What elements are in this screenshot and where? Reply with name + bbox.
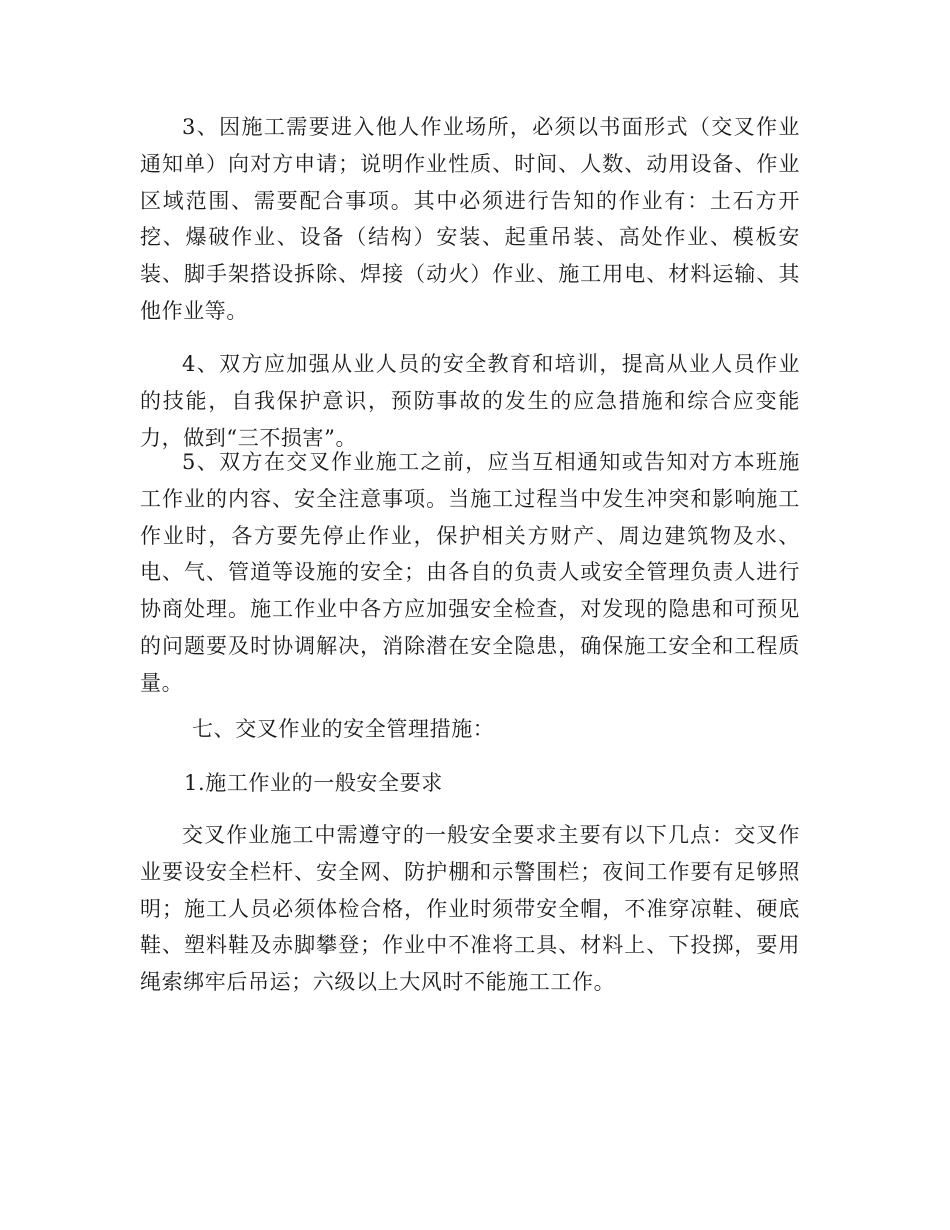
- paragraph-safety-training: 4、双方应加强从业人员的安全教育和培训，提高从业人员作业的技能，自我保护意识，预防事故的发生的应急措施和综合应变能力，做到“三不损害”。: [140, 352, 800, 450]
- paragraph-mutual-notification: 5、双方在交叉作业施工之前，应当互相通知或告知对方本班施工作业的内容、安全注意事项。当施工过程当中发生冲突和影响施工作业时，各方要先停止作业，保护相关方财产、周边建筑物及水、电、气、管道等设施的安全；由各自的负责人或安全管理负责人进行协商处理。施工作业中各方应加强安全检查，对发现的隐患和可预见的问题要及时协调解决，消除潜在安全隐患，确保施工安全和工程质量。: [140, 450, 800, 695]
- paragraph-general-safety-requirements: 交叉作业施工中需遵守的一般安全要求主要有以下几点：交叉作业要设安全栏杆、安全网、防护棚和示警围栏；夜间工作要有足够照明；施工人员必须体检合格，作业时须带安全帽，不准穿凉鞋、硬底鞋、塑料鞋及赤脚攀登；作业中不准将工具、材料上、下投掷，要用绳索绑牢后吊运；六级以上大风时不能施工工作。: [140, 823, 800, 995]
- section-heading-safety-measures: 七、交叉作业的安全管理措施：: [192, 717, 495, 741]
- subsection-heading-general-requirements: 1.施工作业的一般安全要求: [184, 771, 443, 795]
- paragraph-cross-work-notice: 3、因施工需要进入他人作业场所，必须以书面形式（交叉作业通知单）向对方申请；说明作业性质、时间、人数、动用设备、作业区域范围、需要配合事项。其中必须进行告知的作业有：土石方开挖、爆破作业、设备（结构）安装、起重吊装、高处作业、模板安装、脚手架搭设拆除、焊接（动火）作业、施工用电、材料运输、其他作业等。: [140, 115, 800, 323]
